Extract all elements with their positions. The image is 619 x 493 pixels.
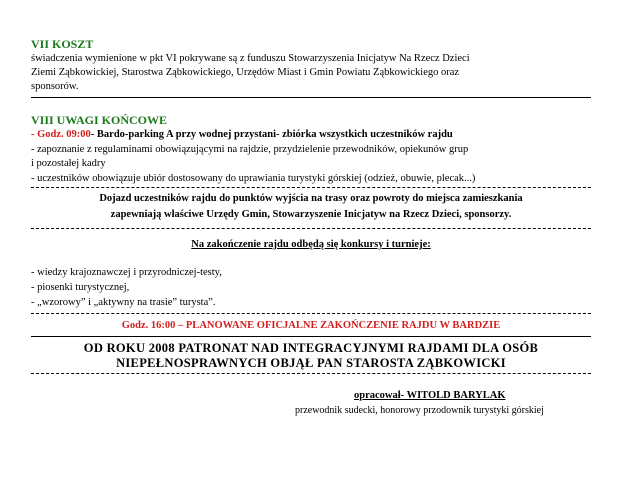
contest-item: - piosenki turystycznej, [31,282,130,293]
section-7-line-1: świadczenia wymienione w pkt VI pokrywane są z funduszu Stowarzyszenia Inicjatyw Na Rzecz Dzieci [31,53,470,64]
divider [31,336,591,337]
dashed-divider [31,373,591,374]
dashed-divider [31,313,591,314]
section-7-heading: VII KOSZT [31,37,94,51]
author-title: przewodnik sudecki, honorowy przodownik turystyki górskiej [295,405,544,416]
section-8-item-1 [31,129,453,140]
section-8-item-2-line-1: - zapoznanie z regulaminami obowiązującymi na rajdzie, przydzielenie przewodników, opiekunów grup [31,144,469,155]
author-name-text: opracował- WITOLD BARYLAK [354,390,506,401]
dashed-divider [31,187,591,188]
transport-line-1: Dojazd uczestników rajdu do punktów wyjścia na trasy oraz powroty do miejsca zamieszkania [99,193,523,204]
dashed-divider [31,228,591,229]
transport-line-2: zapewniają właściwe Urzędy Gmin, Stowarzyszenie Inicjatyw na Rzecz Dzieci, sponsorzy. [110,209,512,220]
divider [31,97,591,98]
section-7-line-3: sponsorów. [31,81,79,92]
section-7-line-2: Ziemi Ząbkowickiej, Starostwa Ząbkowickiego, Urzędów Miast i Gmin Powiatu Ząbkowickiego oraz [31,67,460,78]
section-8-item-3: - uczestników obowiązuje ubiór dostosowany do uprawiania turystyki górskiej (odzież, obuwie, plecak...) [31,173,476,184]
contests-title-text: Na zakończenie rajdu odbędą się konkursy i turnieje: [191,239,431,250]
contests-title [31,239,591,250]
contest-item: - „wzorowy” i „aktywny na trasie” turysta”. [31,297,216,308]
start-details: - Bardo-parking A przy wodnej przystani- zbiórka wszystkich uczestników rajdu [90,129,453,140]
patronage-line-2: NIEPEŁNOSPRAWNYCH OBJĄŁ PAN STAROSTA ZĄBKOWICKI [116,356,506,370]
author-name [354,390,506,401]
patronage-line-1: OD ROKU 2008 PATRONAT NAD INTEGRACYJNYMI RAJDAMI DLA OSÓB [83,341,539,355]
section-8-heading: VIII UWAGI KOŃCOWE [31,113,168,127]
section-8-item-2-line-2: i pozostałej kadry [31,158,106,169]
end-time-notice: Godz. 16:00 – PLANOWANE OFICJALNE ZAKOŃCZENIE RAJDU W BARDZIE [121,320,501,331]
contest-item: - wiedzy krajoznawczej i przyrodniczej-testy, [31,267,222,278]
start-time: - Godz. 09:00 [31,129,91,140]
